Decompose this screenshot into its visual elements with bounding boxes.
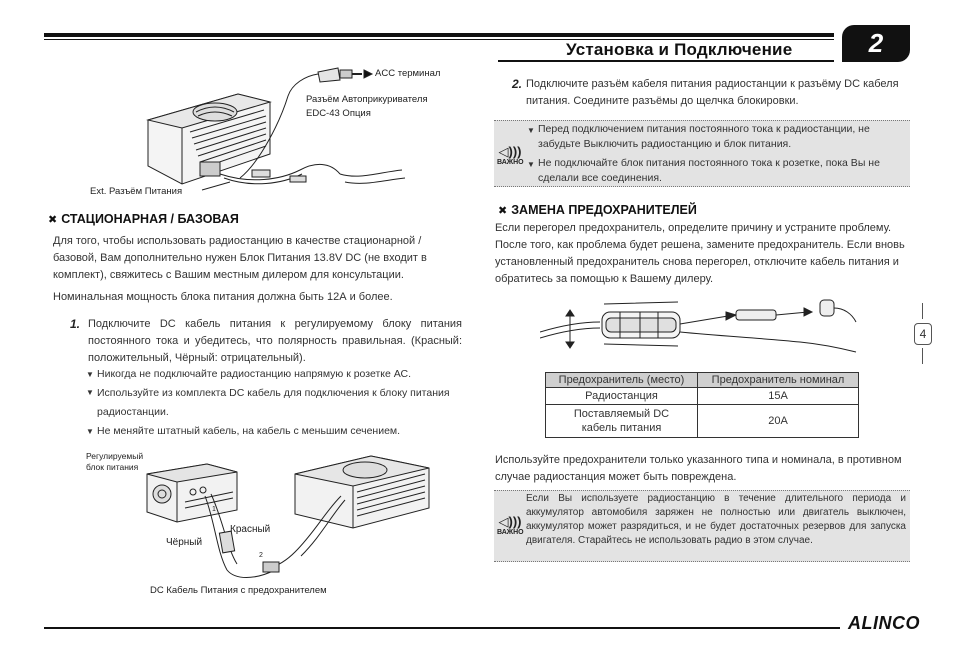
important-note-2-text: Если Вы используете радиостанцию в течение длительного периода и аккумулятор автомобиля заряжен не полностью или двигатель выключен, аккумулятор может разрядиться, и не будет достаточных резервов для запуска двигателя. Старайтесь не использовать радио в этом случае. <box>526 493 906 546</box>
ext-power-label: Ext. Разъём Питания <box>90 186 183 197</box>
table-header-cell: Предохранитель номинал <box>698 373 859 388</box>
footer-rule <box>44 627 840 629</box>
table-header-cell: Предохранитель (место) <box>546 373 698 388</box>
list-item: ▼ Не подключайте блок питания постоянного тока к розетке, пока Вы не сделали все соединения. <box>527 157 880 184</box>
black-wire-label: Чёрный <box>166 537 203 548</box>
page-marker-line <box>922 348 923 364</box>
table-cell: Поставляемый DC кабель питания <box>546 405 698 438</box>
table-cell: 20А <box>698 405 859 438</box>
fuse-para: Если перегорел предохранитель, определите причину и устраните проблему. После того, как проблема будет решена, замените предохранитель. Если вновь установленный предохранитель снова перегорел, отключите кабель питания и обратитесь за помощью к Вашему дилеру. <box>495 222 905 285</box>
fuse-holder-illustration <box>540 292 858 360</box>
chapter-badge: 2 <box>842 25 910 62</box>
table-row <box>546 388 859 405</box>
step1 <box>70 316 462 367</box>
callout-1: 1 <box>212 506 216 513</box>
list-item: ▼ Перед подключением питания постоянного тока к радиостанции, не забудьте Выключить радиостанцию и блок питания. <box>527 123 870 150</box>
stationary-para2: Номинальная мощность блока питания должна быть 12А и более. <box>53 291 393 303</box>
bullet-triangle-icon: ▼ <box>86 427 94 436</box>
cigar-plug-option-label: EDC-43 Опция <box>306 108 371 119</box>
list-item: ▼ Используйте из комплекта DC кабель для подключения к блоку питания радиостанции. <box>86 384 464 422</box>
bullet-triangle-icon: ▼ <box>86 388 94 397</box>
stationary-para1: Для того, чтобы использовать радиостанцию в качестве стационарной / базовой, Вам дополнительно нужен Блок Питания 13.8V DC (не входит в комплект), свяжитесь с Вашим местным дилером для консультации. <box>53 235 427 281</box>
section-title-fuse: ✖ ЗАМЕНА ПРЕДОХРАНИТЕЛЕЙ <box>498 203 697 217</box>
important-speaker-icon: ◁))) ВАЖНО <box>497 144 524 166</box>
acc-terminal-label: ACC терминал <box>375 68 441 79</box>
psu-label: Регулируемый <box>86 451 144 461</box>
step2 <box>512 76 912 110</box>
important-note-2 <box>494 490 910 562</box>
table-cell: 15А <box>698 388 859 405</box>
list-item: ▼ Не меняйте штатный кабель, на кабель с меньшим сечением. <box>86 423 464 440</box>
bullet-triangle-icon: ▼ <box>86 370 94 379</box>
page-title: Установка и Подключение <box>566 40 793 59</box>
brand-logo: ALINCO <box>848 613 920 633</box>
list-item: ▼ Никогда не подключайте радиостанцию напрямую к розетке АС. <box>86 366 464 383</box>
cigar-plug-label: Разъём Автоприкуривателя <box>306 94 428 105</box>
fuse-table <box>545 372 859 438</box>
section-mark-icon: ✖ <box>48 214 58 226</box>
page-marker-line <box>922 303 923 319</box>
section-title-stationary: ✖ СТАЦИОНАРНАЯ / БАЗОВАЯ <box>48 212 239 226</box>
important-speaker-icon: ◁))) ВАЖНО <box>497 514 524 536</box>
step1-number: 1. <box>70 317 81 331</box>
table-cell: Радиостанция <box>546 388 698 405</box>
page-number: 4 <box>914 323 932 345</box>
bullet-triangle-icon: ▼ <box>527 160 535 169</box>
section-mark-icon: ✖ <box>498 205 508 217</box>
callout-2: 2 <box>259 552 263 559</box>
psu-label-2: блок питания <box>86 462 139 472</box>
table-header-row <box>546 373 859 388</box>
step2-text: Подключите разъём кабеля питания радиостанции к разъёму DC кабеля питания. Соедините разъёмы до щелчка блокировки. <box>526 78 899 107</box>
bullet-triangle-icon: ▼ <box>527 126 535 135</box>
radio-cigar-illustration <box>140 62 470 200</box>
fuse-after-text: Используйте предохранители только указанного типа и номинала, в противном случае радиостанция может быть повреждена. <box>495 454 902 483</box>
table-row <box>546 405 859 438</box>
header-rule <box>44 33 834 37</box>
title-underline <box>498 60 834 62</box>
psu-connection-illustration <box>145 452 465 584</box>
step1-text: Подключите DC кабель питания к регулируемому блоку питания постоянного тока и убедитесь, что полярность правильная. (Красный: положительный, Чёрный: отрицательный). <box>88 318 462 364</box>
red-wire-label: Красный <box>230 524 271 535</box>
important-note-1 <box>494 120 910 187</box>
step2-number: 2. <box>512 77 523 91</box>
cable-caption: DC Кабель Питания с предохранителем <box>150 585 327 596</box>
